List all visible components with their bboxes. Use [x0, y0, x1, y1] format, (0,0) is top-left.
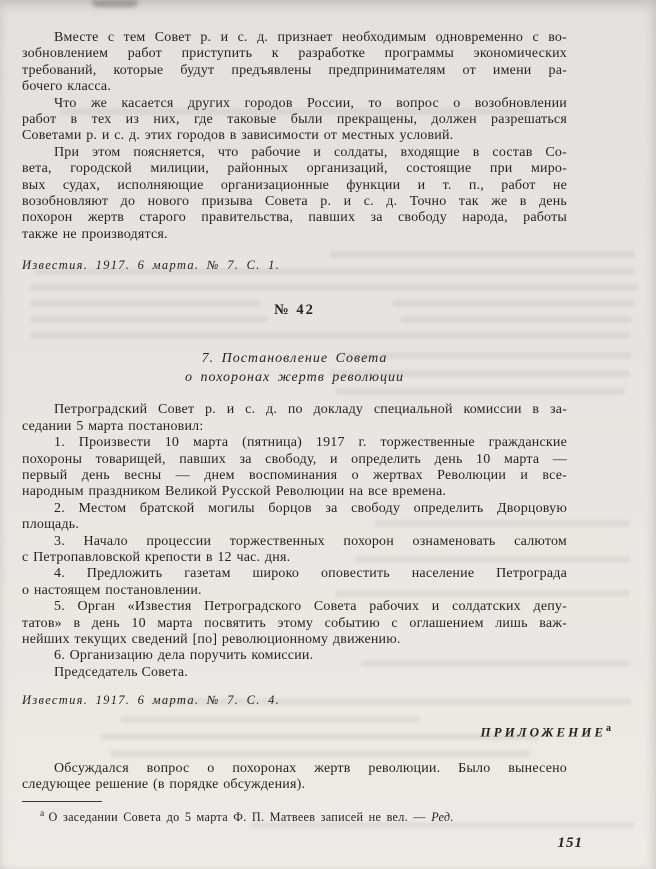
footnote-marker: а	[40, 809, 45, 820]
text-line: работ в тех из них, где таковые были прекращены, должен разрешаться	[22, 112, 567, 128]
text-line: Петроградский Совет р. и с. д. по докладу специальной комиссии в за-	[54, 402, 567, 418]
document-title-line1: 7. Постановление Совета	[201, 351, 388, 367]
text-line: Вместе с тем Совет р. и с. д. признает необходимым одновременно с во-	[54, 30, 567, 45]
text-line: седании 5 марта постановил:	[22, 418, 204, 434]
text-line: 6. Организацию дела поручить комиссии.	[54, 648, 314, 664]
resolution-item	[22, 534, 567, 567]
appendix-paragraph	[22, 761, 567, 794]
appendix-footnote-marker: а	[606, 723, 611, 735]
footnote	[22, 807, 567, 825]
text-line: Обсуждался вопрос о похоронах жертв революции. Было вынесено	[54, 760, 567, 776]
lead-paragraph	[22, 402, 567, 435]
text-line: похороны товарищей, павших за свободу, и определить день 10 марта —	[22, 451, 567, 467]
text-line: похорон жертв старого правительства, павших за свободу народа, работы	[22, 210, 567, 226]
text-line: возобновляют до нового призыва Совета р. и с. д. Точно так же в день	[22, 194, 567, 210]
text-line: бочего класса.	[22, 79, 112, 95]
source-citation: Известия. 1917. 6 марта. № 7. С. 1.	[22, 258, 281, 273]
text-line: татов» в день 10 марта посвятить этому событию с оглашением лишь важ-	[22, 615, 567, 631]
footnote-rule	[22, 801, 102, 802]
text-line: следующее решение (в порядке обсуждения).	[22, 776, 306, 792]
text-line: вета, городской милиции, районных организаций, состоящие при миро-	[22, 161, 567, 177]
footnote-text: О заседании Совета до 5 марта Ф. П. Матвеев записей не вел. —	[48, 810, 426, 825]
text-line: требований, которые будут предъявлены предпринимателям от имени ра-	[22, 62, 567, 78]
document-title-line2: о похоронах жертв революции	[184, 370, 405, 386]
resolution-item	[22, 599, 567, 648]
resolution-item	[22, 566, 567, 599]
text-line: Советами р. и с. д. этих городов в зависимости от местных условий.	[22, 128, 454, 144]
body-paragraph	[22, 96, 567, 145]
text-line: народным праздником Великой Русской Революции на все времена.	[22, 484, 447, 500]
document-number-heading: № 42	[274, 302, 315, 319]
body-paragraph	[22, 145, 567, 243]
appendix-heading-label: ПРИЛОЖЕНИЕ	[480, 724, 606, 740]
text-line: вых судах, исполняющие организационные функции и т. п., работ не	[22, 177, 567, 193]
text-line: 1. Произвести 10 марта (пятница) 1917 г. торжественные гражданские	[54, 435, 567, 451]
text-line: При этом поясняется, что рабочие и солдаты, входящие в состав Со-	[54, 144, 567, 160]
resolution-item	[22, 501, 567, 534]
text-line: также не производятся.	[22, 226, 168, 242]
text-line: площадь.	[22, 517, 80, 533]
text-line: 2. Местом братской могилы борцов за свободу определить Дворцовую	[54, 500, 567, 516]
resolution-item	[22, 435, 567, 501]
text-column	[22, 30, 611, 852]
resolution-item	[22, 648, 567, 664]
appendix-heading	[22, 721, 611, 740]
text-line: 4. Предложить газетам широко оповестить население Петрограда	[54, 566, 567, 582]
scan-smudge	[92, 0, 138, 7]
text-line: о настоящем постановлении.	[22, 582, 202, 598]
text-line: 3. Начало процессии торжественных похорон ознаменовать салютом	[54, 533, 567, 549]
text-line: первый день весны — днем воспоминания о жертвах Революции и все-	[22, 467, 567, 483]
footnote-editor-label: Ред.	[431, 810, 454, 825]
text-line: Что же касается других городов России, то вопрос о возобновлении	[54, 95, 567, 111]
document-title	[22, 349, 567, 387]
text-line: нейших текущих сведений [по] революционному движению.	[22, 631, 401, 647]
body-paragraph	[22, 30, 567, 96]
signature-line: Председатель Совета.	[54, 664, 188, 680]
page-number: 151	[557, 835, 583, 852]
text-line: зобновлением работ приступить к разработке программы экономических	[22, 46, 567, 62]
text-line: с Петропавловской крепости в 12 час. дня.	[22, 549, 291, 565]
source-citation: Известия. 1917. 6 марта. № 7. С. 4.	[22, 693, 281, 708]
text-line: 5. Орган «Известия Петроградского Совета рабочих и солдатских депу-	[54, 599, 567, 615]
